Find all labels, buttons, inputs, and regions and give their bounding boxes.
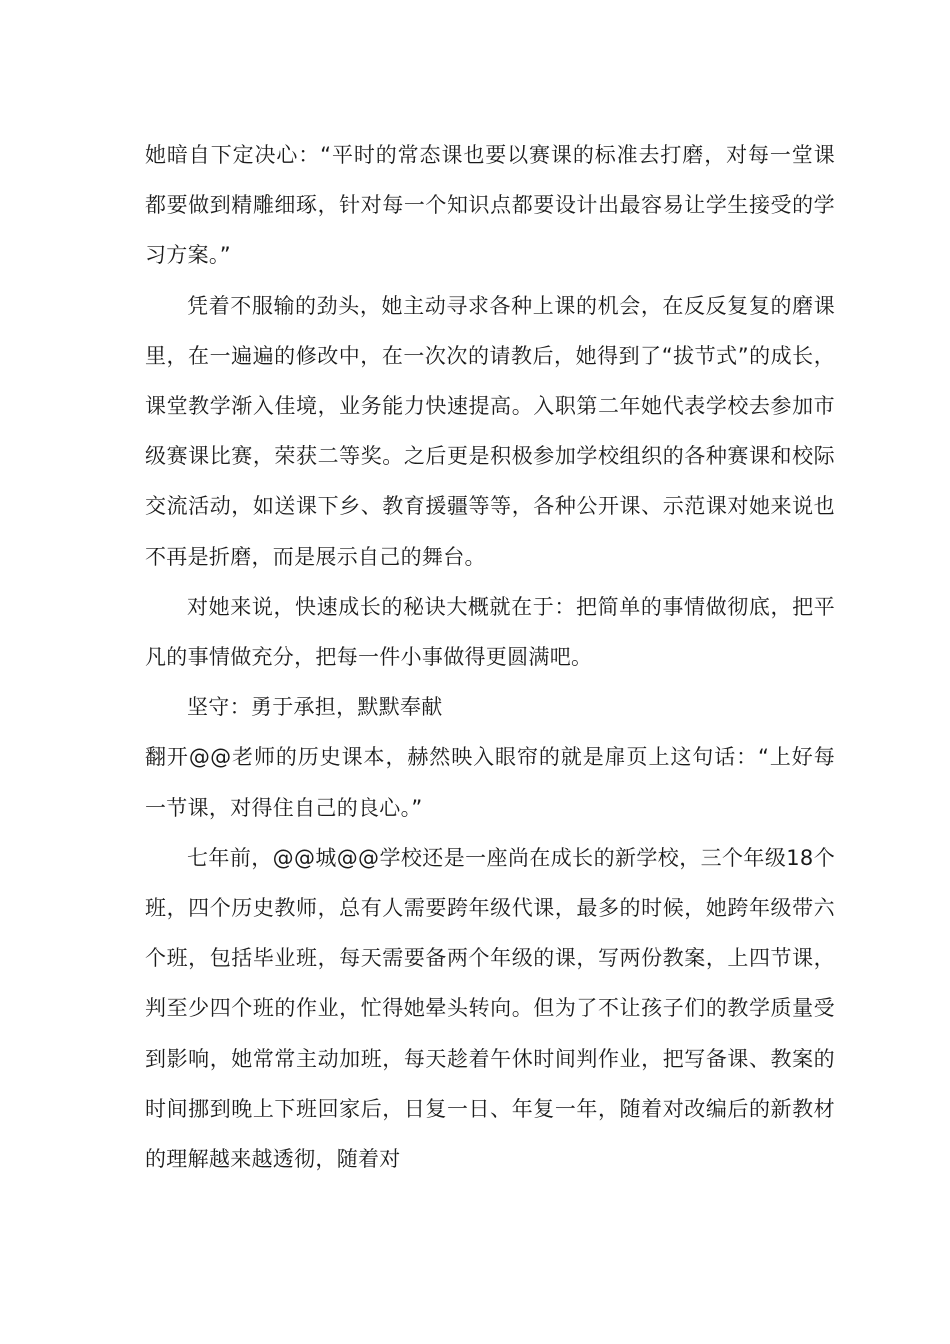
paragraph-seven-years: 七年前，@@城@@学校还是一座尚在成长的新学校，三个年级18个班，四个历史教师，总有人需要跨年级代课，最多的时候，她跨年级带六个班，包括毕业班，每天需要备两个年级的课，写两份教案，上四节课，判至少四个班的作业，忙得她晕头转向。但为了不让孩子们的教学质量受到影响，她常常主动加班，每天趁着午休时间判作业，把写备课、教案的时间挪到晚上下班回家后，日复一日、年复一年，随着对改编后的新教材的理解越来越透彻，随着对 — [145, 845, 835, 1172]
paragraph-secret: 对她来说，快速成长的秘诀大概就在于：把简单的事情做彻底，把平凡的事情做充分，把每一件小事做得更圆满吧。 — [145, 594, 835, 670]
paragraph-motto: 翻开@@老师的历史课本，赫然映入眼帘的就是扉页上这句话：“上好每一节课，对得住自己的良心。” — [145, 745, 835, 820]
section-heading: 坚守：勇于承担，默默奉献 — [187, 695, 443, 720]
paragraph-resolution: 她暗自下定决心：“平时的常态课也要以赛课的标准去打磨，对每一堂课都要做到精雕细琢，针对每一个知识点都要设计出最容易让学生接受的学习方案。” — [145, 143, 835, 268]
paragraph-growth: 凭着不服输的劲头，她主动寻求各种上课的机会，在反反复复的磨课里，在一遍遍的修改中，在一次次的请教后，她得到了“拔节式”的成长，课堂教学渐入佳境，业务能力快速提高。入职第二年她代表学校去参加市级赛课比赛，荣获二等奖。之后更是积极参加学校组织的各种赛课和校际交流活动，如送课下乡、教育援疆等等，各种公开课、示范课对她来说也不再是折磨，而是展示自己的舞台。 — [145, 293, 835, 569]
document-body — [145, 130, 835, 1184]
